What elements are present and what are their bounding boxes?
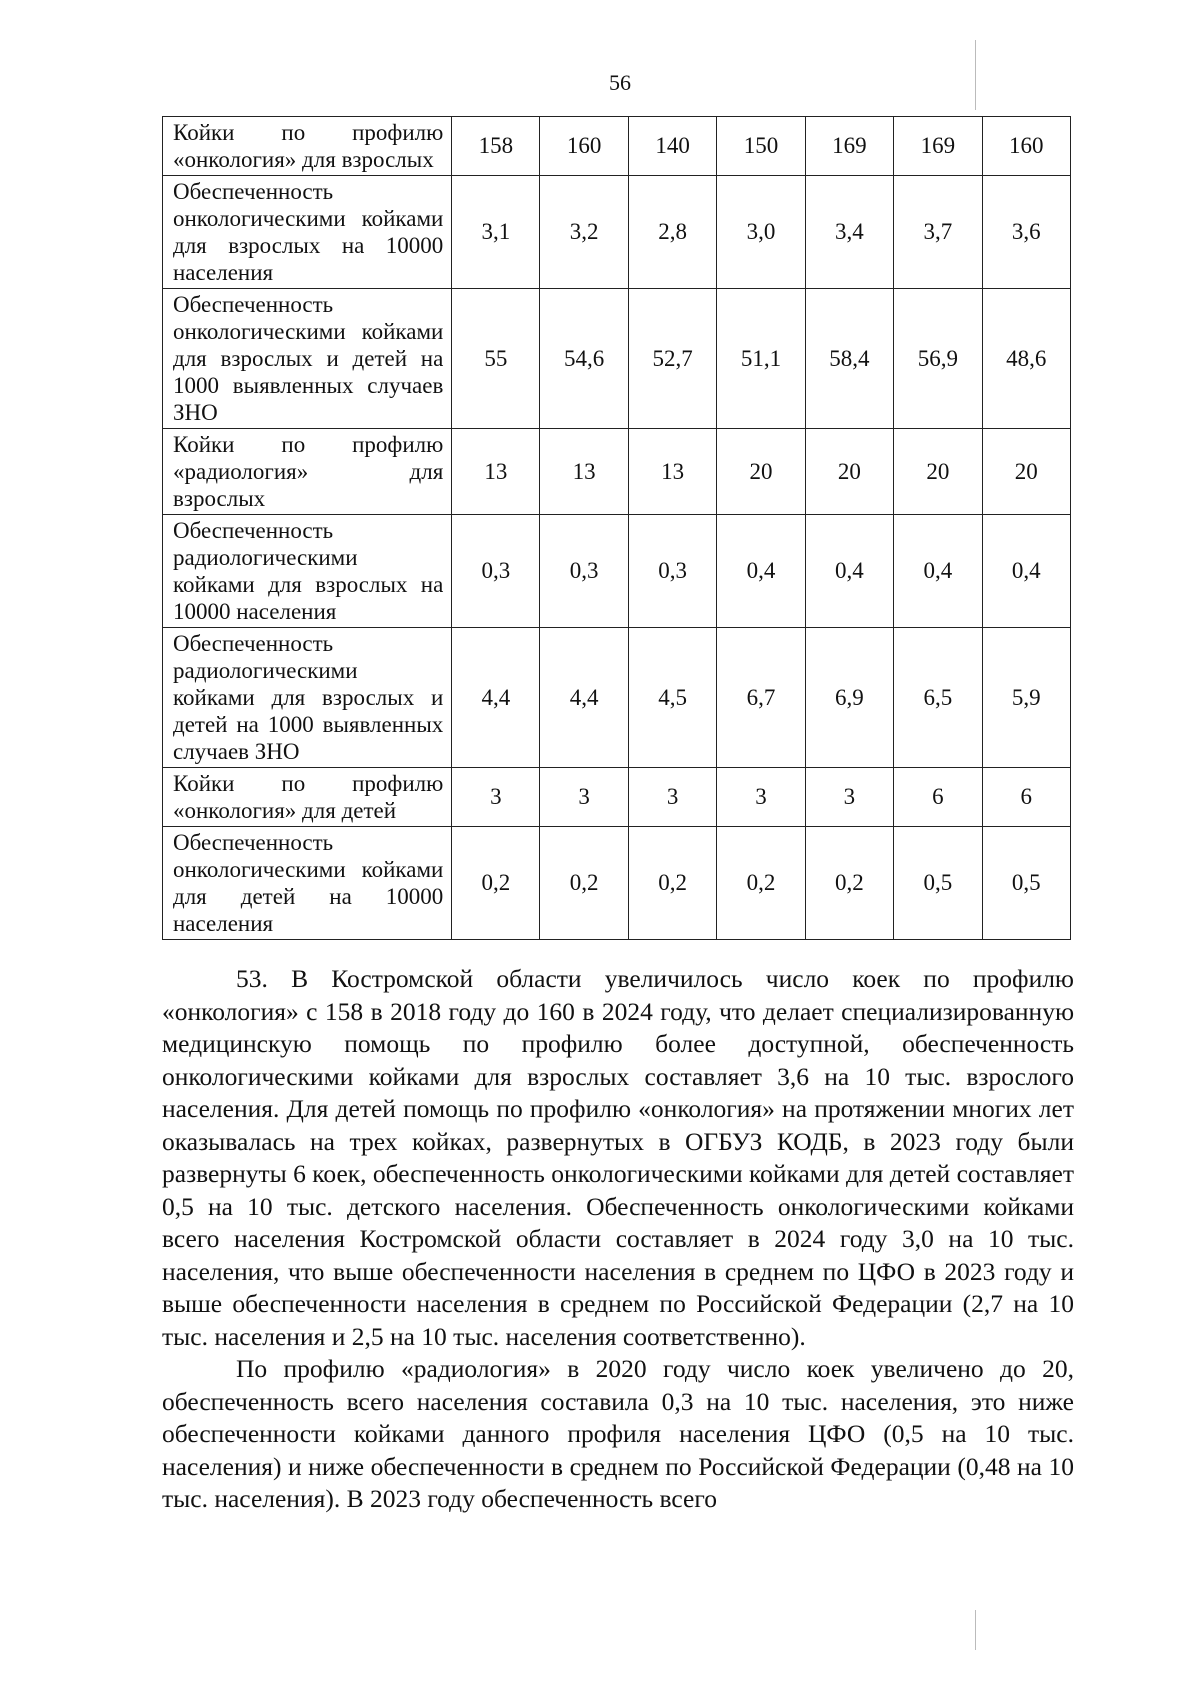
row-label (163, 768, 452, 827)
body-text (162, 963, 1074, 1516)
table-cell: 5,9 (982, 628, 1070, 768)
row-label-line: Обеспеченность (173, 292, 334, 317)
table-cell: 160 (540, 117, 628, 176)
row-label-line: ЗНО (173, 400, 218, 425)
table-cell: 3 (540, 768, 628, 827)
table-cell: 13 (452, 429, 540, 515)
table-cell: 3,2 (540, 176, 628, 289)
table-cell: 169 (805, 117, 893, 176)
table-cell: 6 (894, 768, 982, 827)
table-row (163, 117, 1071, 176)
table-cell: 4,4 (540, 628, 628, 768)
table-cell: 20 (982, 429, 1070, 515)
table-cell: 51,1 (717, 289, 805, 429)
row-label-line: Койки по профилю (173, 771, 444, 796)
row-label-line: «онкология» для взрослых (173, 147, 434, 172)
row-label-line: Обеспеченность (173, 830, 334, 855)
table-cell: 0,5 (894, 827, 982, 940)
table-cell: 3,4 (805, 176, 893, 289)
row-label-line: детей на 1000 выявленных (173, 712, 444, 737)
table-cell: 48,6 (982, 289, 1070, 429)
row-label (163, 429, 452, 515)
row-label-line: «радиология» для (173, 459, 444, 484)
row-label-line: 1000 выявленных случаев (173, 373, 444, 398)
table-cell: 3 (452, 768, 540, 827)
table-cell: 56,9 (894, 289, 982, 429)
row-label-line: Обеспеченность (173, 631, 334, 656)
table-cell: 0,4 (894, 515, 982, 628)
table-cell: 55 (452, 289, 540, 429)
table-cell: 0,3 (540, 515, 628, 628)
table-cell: 0,4 (717, 515, 805, 628)
row-label-line: радиологическими (173, 545, 358, 570)
table-cell: 6,5 (894, 628, 982, 768)
table-cell: 6,9 (805, 628, 893, 768)
row-label-line: случаев ЗНО (173, 739, 300, 764)
table-row (163, 628, 1071, 768)
table-cell: 0,2 (805, 827, 893, 940)
table-body (163, 117, 1071, 940)
scan-edge-mark (975, 1610, 976, 1650)
row-label (163, 515, 452, 628)
table-cell: 0,2 (540, 827, 628, 940)
row-label (163, 628, 452, 768)
table-cell: 6 (982, 768, 1070, 827)
table-cell: 3,1 (452, 176, 540, 289)
row-label-line: взрослых (173, 486, 266, 511)
row-label-line: 10000 населения (173, 599, 337, 624)
row-label (163, 289, 452, 429)
table-row (163, 827, 1071, 940)
row-label (163, 176, 452, 289)
table-cell: 4,5 (628, 628, 716, 768)
table-cell: 13 (540, 429, 628, 515)
table-cell: 2,8 (628, 176, 716, 289)
table-cell: 0,3 (452, 515, 540, 628)
row-label-line: для детей на 10000 (173, 884, 444, 909)
table-cell: 160 (982, 117, 1070, 176)
table-cell: 20 (717, 429, 805, 515)
row-label-line: онкологическими койками (173, 319, 444, 344)
table-cell: 3,0 (717, 176, 805, 289)
table-cell: 150 (717, 117, 805, 176)
page-number: 56 (609, 70, 631, 95)
row-label-line: «онкология» для детей (173, 798, 397, 823)
statistics-table (162, 116, 1071, 940)
row-label-line: онкологическими койками (173, 206, 444, 231)
table-cell: 58,4 (805, 289, 893, 429)
table-cell: 20 (805, 429, 893, 515)
row-label-line: для взрослых и детей на (173, 346, 444, 371)
table-row (163, 515, 1071, 628)
table-cell: 54,6 (540, 289, 628, 429)
table-cell: 3 (717, 768, 805, 827)
table-cell: 0,3 (628, 515, 716, 628)
table-cell: 0,2 (717, 827, 805, 940)
row-label-line: для взрослых на 10000 (173, 233, 444, 258)
row-label-line: онкологическими койками (173, 857, 444, 882)
row-label-line: койками для взрослых и (173, 685, 444, 710)
row-label-line: Обеспеченность (173, 518, 334, 543)
row-label-line: Койки по профилю (173, 432, 444, 457)
table-row (163, 289, 1071, 429)
table-cell: 0,2 (628, 827, 716, 940)
table-cell: 6,7 (717, 628, 805, 768)
table-row (163, 429, 1071, 515)
table-cell: 169 (894, 117, 982, 176)
table-cell: 52,7 (628, 289, 716, 429)
table-row (163, 176, 1071, 289)
table-cell: 3,7 (894, 176, 982, 289)
row-label (163, 827, 452, 940)
table-cell: 158 (452, 117, 540, 176)
table-cell: 0,4 (805, 515, 893, 628)
scan-edge-mark (975, 40, 976, 110)
table-cell: 13 (628, 429, 716, 515)
table-cell: 140 (628, 117, 716, 176)
row-label (163, 117, 452, 176)
table-cell: 4,4 (452, 628, 540, 768)
row-label-line: койками для взрослых на (173, 572, 444, 597)
table-cell: 3,6 (982, 176, 1070, 289)
row-label-line: населения (173, 260, 274, 285)
table-cell: 3 (628, 768, 716, 827)
table-row (163, 768, 1071, 827)
table-cell: 20 (894, 429, 982, 515)
row-label-line: Обеспеченность (173, 179, 334, 204)
table-cell: 0,5 (982, 827, 1070, 940)
paragraph-1: 53. В Костромской области увеличилось число коек по профилю «онкология» с 158 в 2018 году до 160 в 2024 году, что делает специализированную медицинскую помощь по профилю более доступной, обеспеченность онкологическими койками для взрослых составляет 3,6 на 10 тыс. взрослого населения. Для детей помощь по профилю «онкология» на протяжении многих лет оказывалась на трех койках, развернутых в ОГБУЗ КОДБ, в 2023 году были развернуты 6 коек, обеспеченность онкологическими койками для детей составляет 0,5 на 10 тыс. детского населения. Обеспеченность онкологическими койками всего населения Костромской области составляет в 2024 году 3,0 на 10 тыс. населения, что выше обеспеченности населения в среднем по ЦФО в 2023 году и выше обеспеченности населения в среднем по Российской Федерации (2,7 на 10 тыс. населения и 2,5 на 10 тыс. населения соответственно). (162, 964, 1074, 1351)
table-cell: 0,2 (452, 827, 540, 940)
row-label-line: Койки по профилю (173, 120, 444, 145)
table-cell: 3 (805, 768, 893, 827)
row-label-line: радиологическими (173, 658, 358, 683)
table-cell: 0,4 (982, 515, 1070, 628)
paragraph-2: По профилю «радиология» в 2020 году число коек увеличено до 20, обеспеченность всего населения составила 0,3 на 10 тыс. населения, это ниже обеспеченности койками данного профиля населения ЦФО (0,5 на 10 тыс. населения) и ниже обеспеченности в среднем по Российской Федерации (0,48 на 10 тыс. населения). В 2023 году обеспеченность всего (162, 1354, 1074, 1513)
row-label-line: населения (173, 911, 274, 936)
